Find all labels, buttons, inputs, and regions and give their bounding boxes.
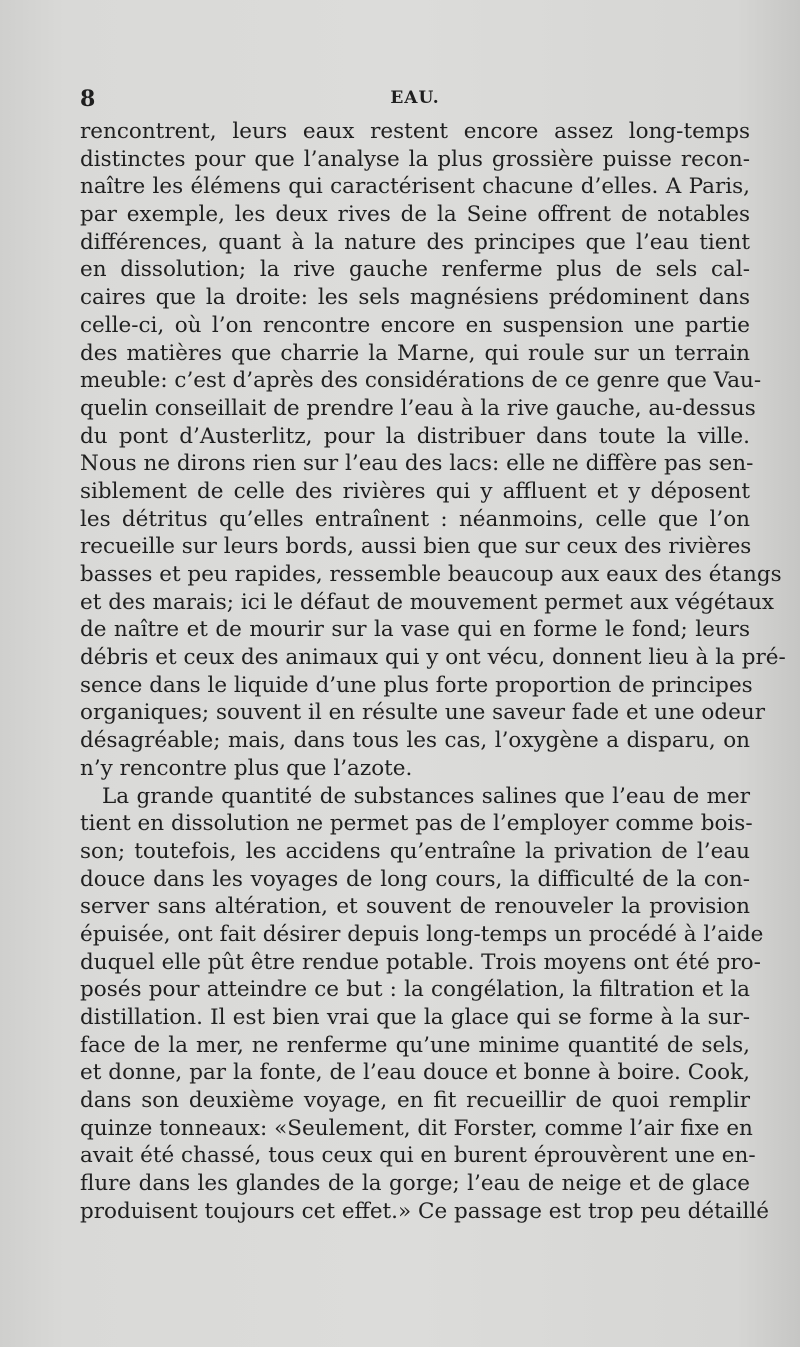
text-line: rencontrent, leurs eaux restent encore assez long-temps xyxy=(80,119,750,144)
text-line: et donne, par la fonte, de l’eau douce et bonne à boire. Cook, xyxy=(80,1060,750,1086)
text-line: organiques; souvent il en résulte une saveur fade et une odeur xyxy=(80,700,765,726)
text-line: distillation. Il est bien vrai que la glace qui se forme à la sur- xyxy=(80,1005,750,1030)
text-line: épuisée, ont fait désirer depuis long-temps un procédé à l’aide xyxy=(80,921,764,947)
text-line: Nous ne dirons rien sur l’eau des lacs: elle ne diffère pas sen- xyxy=(80,451,754,477)
text-line: avait été chassé, tous ceux qui en burent éprouvèrent une en- xyxy=(80,1143,756,1169)
text-line: recueille sur leurs bords, aussi bien que sur ceux des rivières xyxy=(80,534,752,560)
text-line: différences, quant à la nature des principes que l’eau tient xyxy=(80,229,750,255)
text-line: distinctes pour que l’analyse la plus grossière puisse recon- xyxy=(80,146,750,172)
text-line: La grande quantité de substances salines que l’eau de mer xyxy=(102,783,750,809)
text-line: celle-ci, où l’on rencontre encore en suspension une partie xyxy=(80,312,750,338)
text-line: débris et ceux des animaux qui y ont vécu, donnent lieu à la pré- xyxy=(80,645,786,671)
page-header xyxy=(80,86,750,110)
running-title: EAU. xyxy=(390,88,440,108)
text-line: tient en dissolution ne permet pas de l’employer comme bois- xyxy=(80,811,753,837)
text-line: de naître et de mourir sur la vase qui en forme le fond; leurs xyxy=(80,617,750,643)
text-line: caires que la droite: les sels magnésiens prédominent dans xyxy=(80,285,750,311)
text-line: siblement de celle des rivières qui y affluent et y déposent xyxy=(80,478,750,504)
text-line: posés pour atteindre ce but : la congélation, la filtration et la xyxy=(80,977,750,1003)
text-line: naître les élémens qui caractérisent chacune d’elles. A Paris, xyxy=(80,174,750,200)
text-line: des matières que charrie la Marne, qui roule sur un terrain xyxy=(80,340,750,366)
paragraph xyxy=(80,783,769,1226)
text-line: les détritus qu’elles entraînent : néanmoins, celle que l’on xyxy=(80,506,750,532)
text-line: douce dans les voyages de long cours, la difficulté de la con- xyxy=(80,866,750,892)
text-line: son; toutefois, les accidens qu’entraîne la privation de l’eau xyxy=(80,838,750,864)
text-line: quelin conseillait de prendre l’eau à la rive gauche, au-dessus xyxy=(80,395,756,421)
text-line: basses et peu rapides, ressemble beaucoup aux eaux des étangs xyxy=(80,562,782,587)
text-line: flure dans les glandes de la gorge; l’eau de neige et de glace xyxy=(80,1171,750,1197)
text-line: produisent toujours cet effet.» Ce passage est trop peu détaillé xyxy=(80,1198,769,1224)
text-line: duquel elle pût être rendue potable. Trois moyens ont été pro- xyxy=(80,949,761,975)
text-line: meuble: c’est d’après des considérations de ce genre que Vau- xyxy=(80,368,762,394)
text-line: dans son deuxième voyage, en fit recueillir de quoi remplir xyxy=(80,1088,750,1114)
text-line: du pont d’Austerlitz, pour la distribuer dans toute la ville. xyxy=(80,423,750,449)
text-line: server sans altération, et souvent de renouveler la provision xyxy=(80,894,750,920)
text-line: par exemple, les deux rives de la Seine offrent de notables xyxy=(80,202,750,228)
text-line: face de la mer, ne renferme qu’une minime quantité de sels, xyxy=(80,1032,750,1058)
page-number: 8 xyxy=(80,86,96,112)
text-line: quinze tonneaux: «Seulement, dit Forster, comme l’air fixe en xyxy=(80,1115,753,1141)
text-line: et des marais; ici le défaut de mouvement permet aux végétaux xyxy=(80,589,775,615)
text-line: n’y rencontre plus que l’azote. xyxy=(80,755,413,781)
text-line: désagréable; mais, dans tous les cas, l’oxygène a disparu, on xyxy=(80,728,750,754)
text-line: sence dans le liquide d’une plus forte proportion de principes xyxy=(80,672,753,698)
body-text xyxy=(80,118,786,1226)
paragraph xyxy=(80,118,786,783)
text-line: en dissolution; la rive gauche renferme plus de sels cal- xyxy=(80,257,750,283)
